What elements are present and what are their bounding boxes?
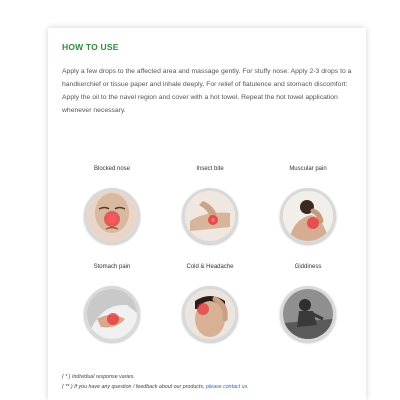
blocked-nose-icon [84,188,140,244]
use-label: Insect bite [196,166,224,172]
usage-instructions: Apply a few drops to the affected area and massage gently. For stuffy nose: Apply 2-3 drops to a handkerchief or tissue paper and inhale deeply. For relief of flatulence and stomach discomfort: Apply the oil to the navel region and cover with a hot towel. Repeat the hot towel application whenever necessary. [62,68,352,114]
use-blocked-nose [62,166,162,256]
footnote-individual-response: ( * ) Individual response varies. [62,374,135,380]
how-to-use-heading: HOW TO USE [62,42,119,52]
stomach-pain-icon [84,286,140,342]
contact-us-link[interactable]: please contact us. [206,384,249,390]
use-insect-bite [160,166,260,256]
footnote-feedback-text: ( ** ) If you have any question / feedback about our products, [62,384,205,390]
footnote-feedback [62,382,249,392]
insect-bite-icon [182,188,238,244]
use-muscular-pain [258,166,358,256]
use-label: Stomach pain [93,264,131,270]
use-giddiness [258,264,358,354]
use-stomach-pain [62,264,162,354]
use-label: Muscular pain [289,166,327,172]
use-cold-headache [160,264,260,354]
use-label: Blocked nose [93,166,131,172]
cold-headache-icon [182,286,238,342]
footnotes [62,372,249,392]
muscular-pain-icon [280,188,336,244]
use-label: Giddiness [294,264,322,270]
use-label: Cold & Headache [186,264,234,270]
giddiness-icon [280,286,336,342]
